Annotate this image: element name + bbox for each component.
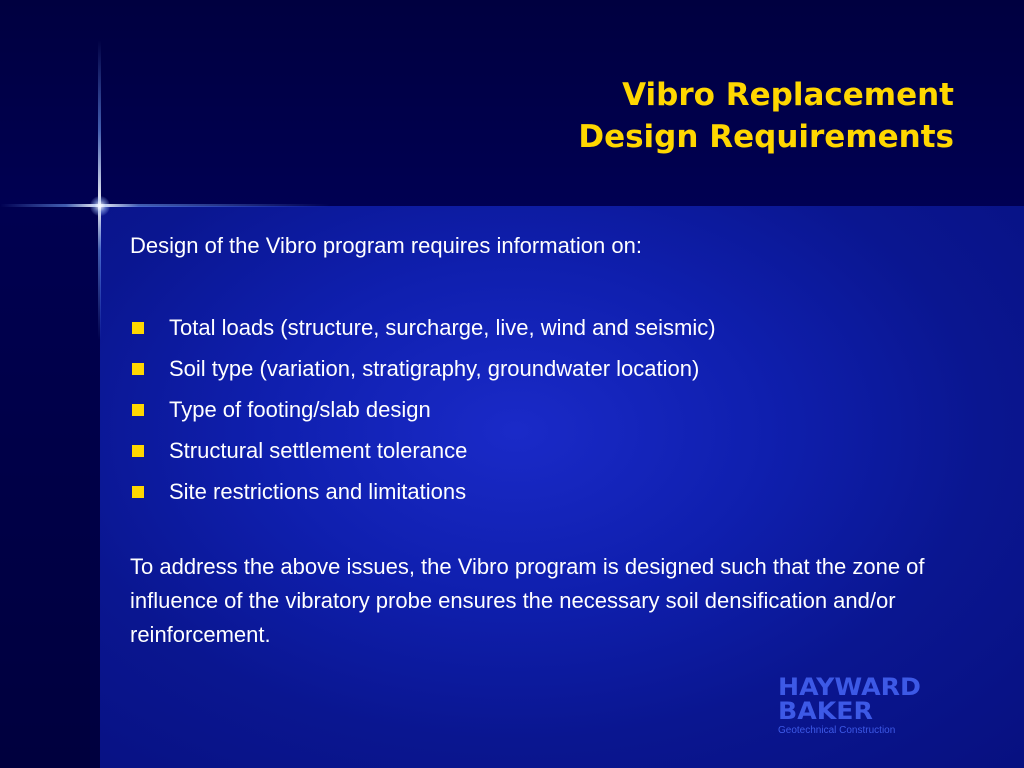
closing-paragraph: To address the above issues, the Vibro program is designed such that the zone of influence of the vibratory probe ensures the necessary soil densification and/or reinforcement.: [130, 554, 925, 647]
requirements-list: [130, 312, 716, 517]
list-item-label: Total loads (structure, surcharge, live, wind and seismic): [169, 315, 716, 340]
list-item-label: Structural settlement tolerance: [169, 438, 468, 463]
square-bullet-icon: [132, 322, 144, 334]
logo-line-1: HAYWARD: [778, 673, 921, 701]
sparkle-vertical-line: [98, 40, 101, 340]
list-item: [130, 353, 716, 394]
square-bullet-icon: [132, 445, 144, 457]
left-column: [0, 206, 100, 768]
square-bullet-icon: [132, 404, 144, 416]
list-item: [130, 312, 716, 353]
logo-line-2: BAKER: [778, 697, 873, 725]
square-bullet-icon: [132, 363, 144, 375]
list-item-label: Site restrictions and limitations: [169, 479, 467, 504]
company-logo: [778, 675, 988, 738]
sparkle-horizontal-line: [0, 204, 330, 207]
list-item-label: Soil type (variation, stratigraphy, groundwater location): [169, 356, 700, 381]
slide-title-line-2: Design Requirements: [578, 119, 954, 155]
list-item: [130, 476, 716, 517]
square-bullet-icon: [132, 486, 144, 498]
intro-text: Design of the Vibro program requires information on:: [130, 233, 642, 258]
slide-title: [354, 74, 954, 158]
list-item-label: Type of footing/slab design: [169, 397, 431, 422]
slide-title-line-1: Vibro Replacement: [622, 77, 954, 113]
logo-tagline: Geotechnical Construction: [778, 725, 896, 736]
sparkle-star-icon: [90, 196, 110, 216]
list-item: [130, 394, 716, 435]
list-item: [130, 435, 716, 476]
